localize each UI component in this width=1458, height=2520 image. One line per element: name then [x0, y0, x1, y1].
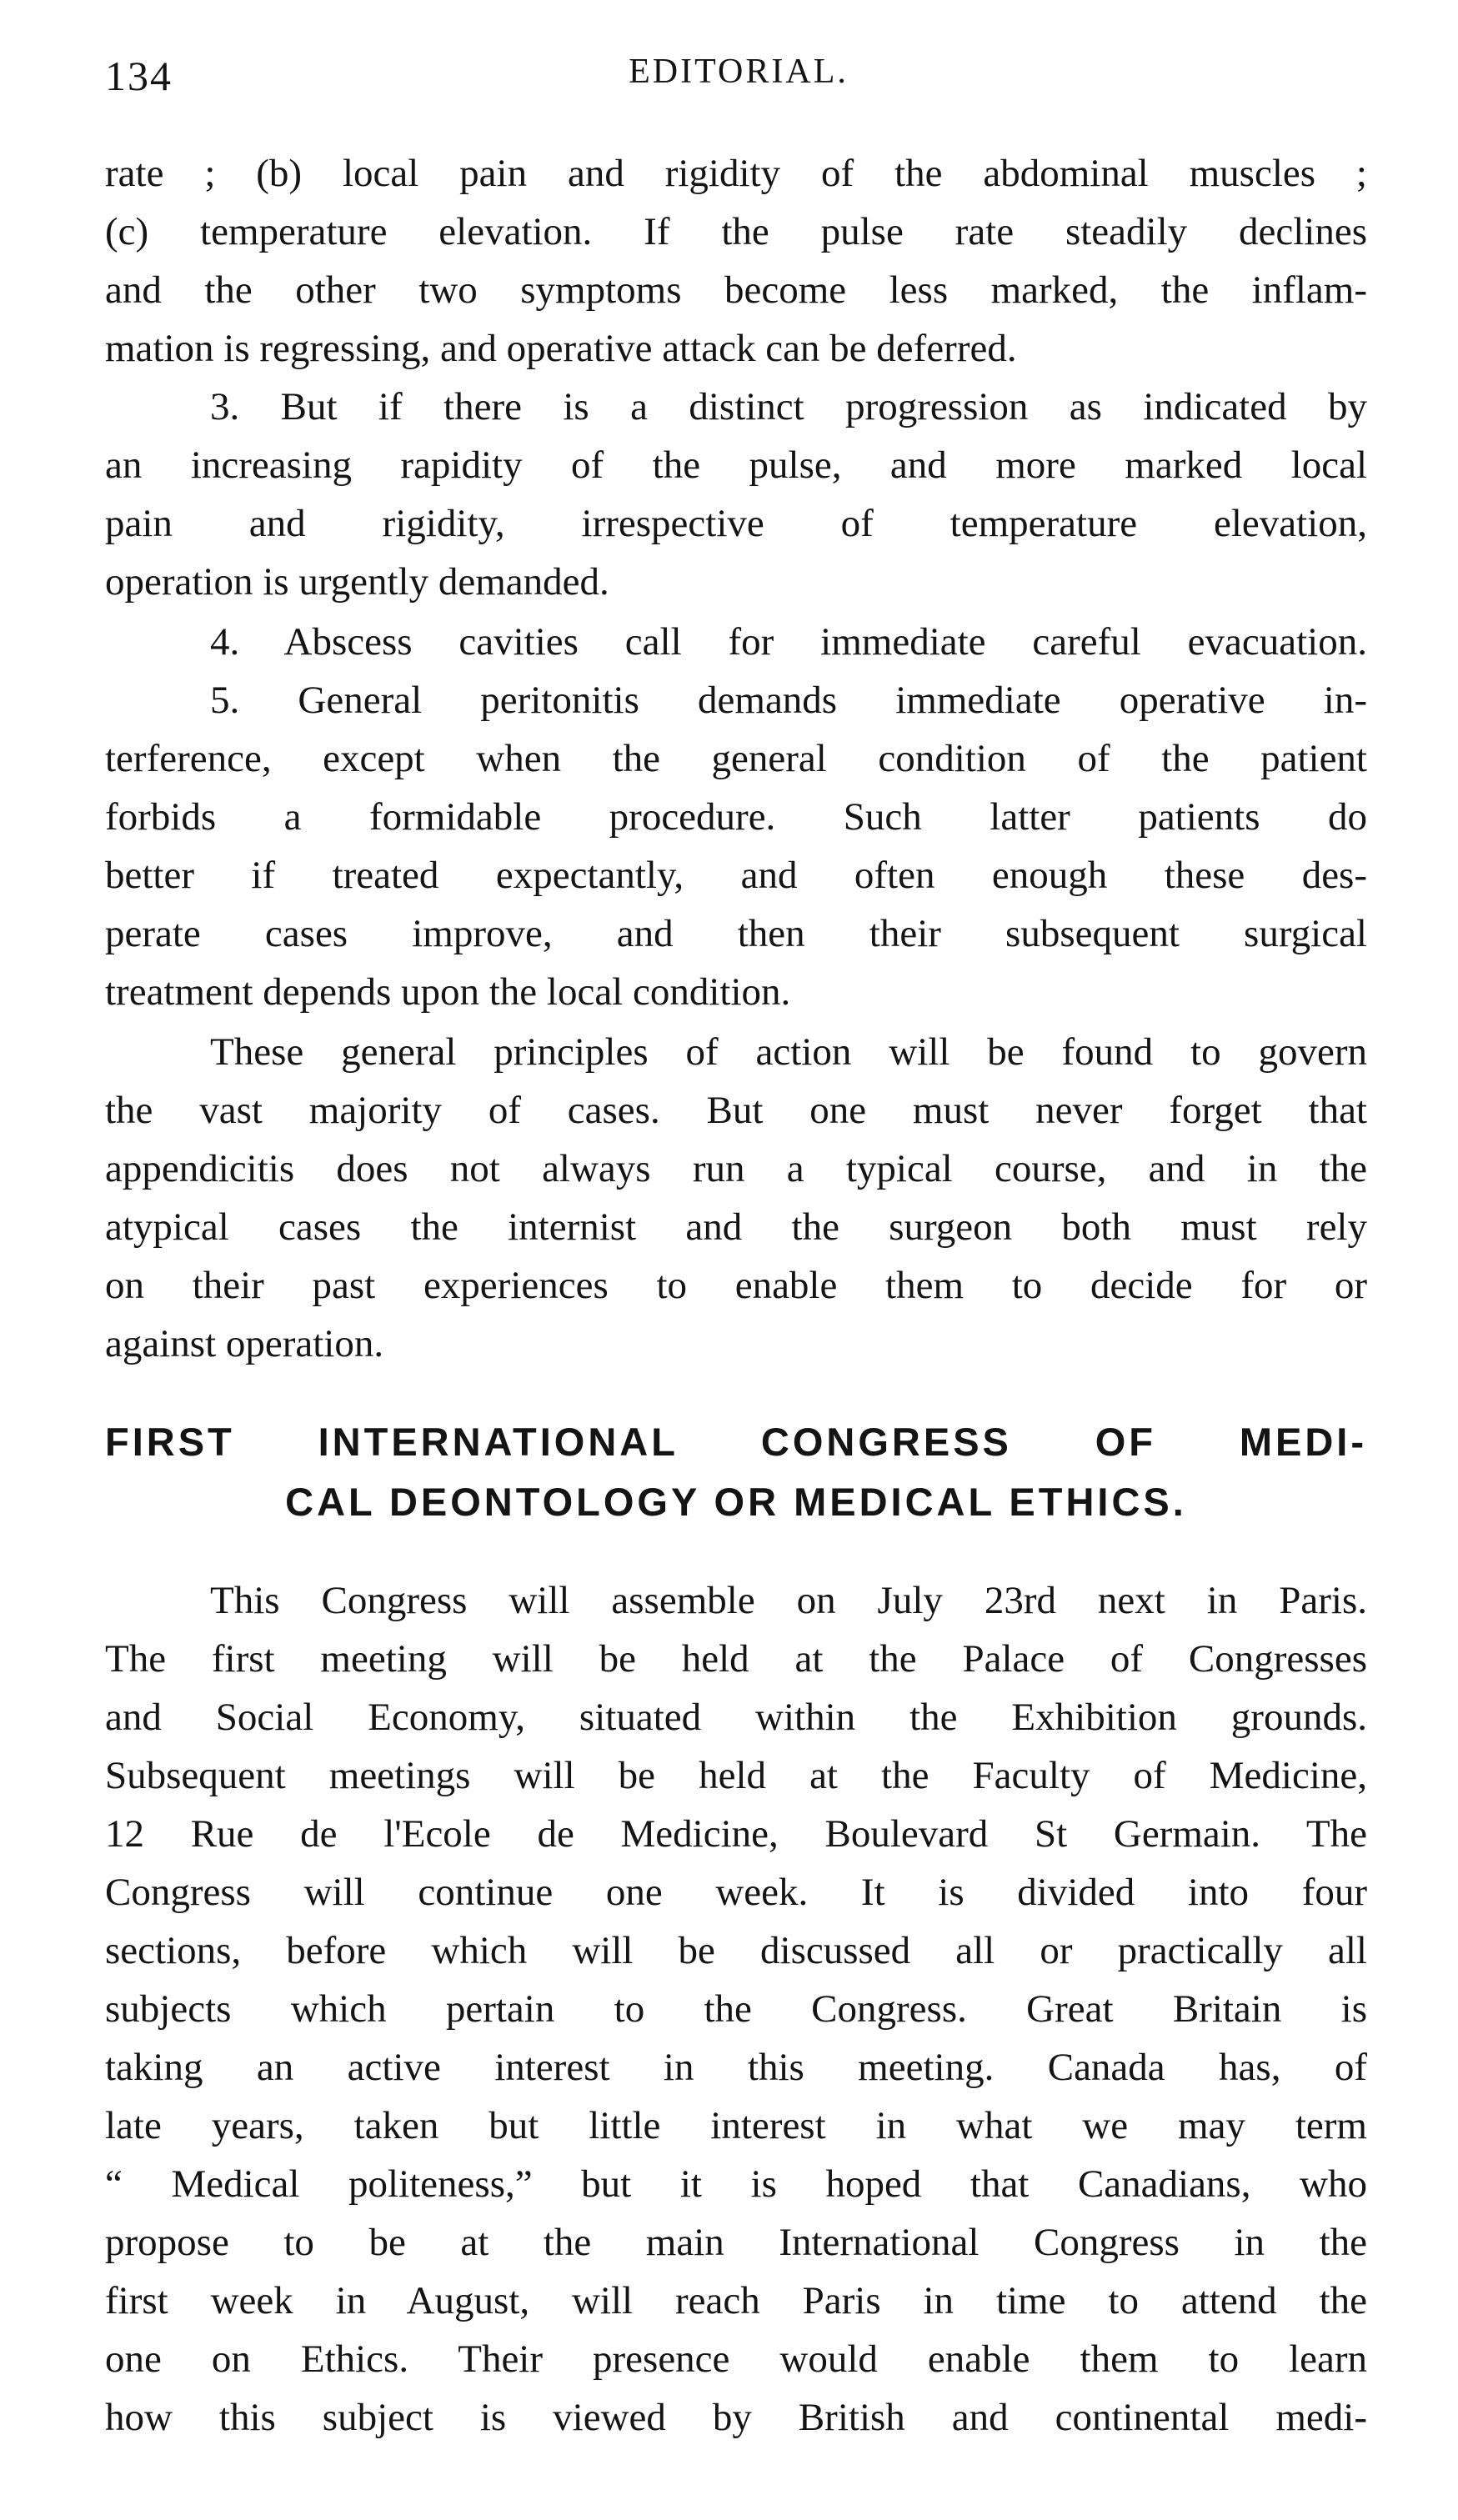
text-line: (c) temperature elevation. If the pulse rate steadily declines	[105, 210, 1367, 253]
running-head	[105, 52, 1372, 110]
section-heading-line-1: FIRST INTERNATIONAL CONGRESS OF MEDI-	[105, 1420, 1367, 1464]
text-line: how this subject is viewed by British and continental medi-	[105, 2396, 1367, 2439]
text-line: pain and rigidity, irrespective of temperature elevation,	[105, 502, 1367, 545]
text-line: better if treated expectantly, and often enough these des-	[105, 854, 1367, 897]
text-line: “ Medical politeness,” but it is hoped that Canadians, who	[105, 2162, 1367, 2206]
text-line: Subsequent meetings will be held at the Faculty of Medicine,	[105, 1754, 1367, 1797]
text-line: appendicitis does not always run a typical course, and in the	[105, 1147, 1367, 1190]
numbered-paragraph-3: 3. But if there is a distinct progression as indicated by	[210, 385, 1367, 428]
section-heading-line-2: CAL DEONTOLOGY OR MEDICAL ETHICS.	[285, 1480, 1187, 1524]
text-line: the vast majority of cases. But one must never forget that	[105, 1089, 1367, 1132]
text-line: against operation.	[105, 1322, 384, 1365]
numbered-paragraph-5: 5. General peritonitis demands immediate operative in-	[210, 679, 1367, 722]
page-number: 134	[105, 53, 173, 99]
text-line: sections, before which will be discussed all or practically all	[105, 1929, 1367, 1972]
text-line: Congress will continue one week. It is divided into four	[105, 1871, 1367, 1914]
paragraph-start: This Congress will assemble on July 23rd next in Paris.	[210, 1579, 1367, 1622]
text-line: late years, taken but little interest in what we may term	[105, 2104, 1367, 2147]
text-line: an increasing rapidity of the pulse, and more marked local	[105, 443, 1367, 487]
text-line: on their past experiences to enable them to decide for or	[105, 1264, 1367, 1307]
text-line: subjects which pertain to the Congress. Great Britain is	[105, 1987, 1367, 2031]
running-title: EDITORIAL.	[629, 53, 849, 91]
text-line: first week in August, will reach Paris in time to attend the	[105, 2279, 1367, 2322]
numbered-paragraph-4: 4. Abscess cavities call for immediate careful evacuation.	[210, 620, 1367, 664]
text-line: rate ; (b) local pain and rigidity of the abdominal muscles ;	[105, 152, 1367, 195]
text-line: forbids a formidable procedure. Such latter patients do	[105, 795, 1367, 839]
paragraph-start: These general principles of action will be found to govern	[210, 1030, 1367, 1074]
text-line: terference, except when the general condition of the patient	[105, 737, 1367, 780]
text-line: treatment depends upon the local condition.	[105, 970, 791, 1014]
text-line: and the other two symptoms become less marked, the inflam-	[105, 268, 1367, 312]
text-line: The first meeting will be held at the Palace of Congresses	[105, 1637, 1367, 1681]
text-line: operation is urgently demanded.	[105, 560, 609, 604]
text-line: perate cases improve, and then their subsequent surgical	[105, 912, 1367, 955]
text-line: atypical cases the internist and the surgeon both must rely	[105, 1205, 1367, 1249]
text-line: 12 Rue de l'Ecole de Medicine, Boulevard St Germain. The	[105, 1812, 1367, 1856]
text-line: one on Ethics. Their presence would enable them to learn	[105, 2337, 1367, 2381]
text-line: taking an active interest in this meeting. Canada has, of	[105, 2046, 1367, 2089]
text-line: and Social Economy, situated within the Exhibition grounds.	[105, 1696, 1367, 1739]
text-line: propose to be at the main International Congress in the	[105, 2221, 1367, 2264]
text-line: mation is regressing, and operative attack can be deferred.	[105, 327, 1017, 370]
